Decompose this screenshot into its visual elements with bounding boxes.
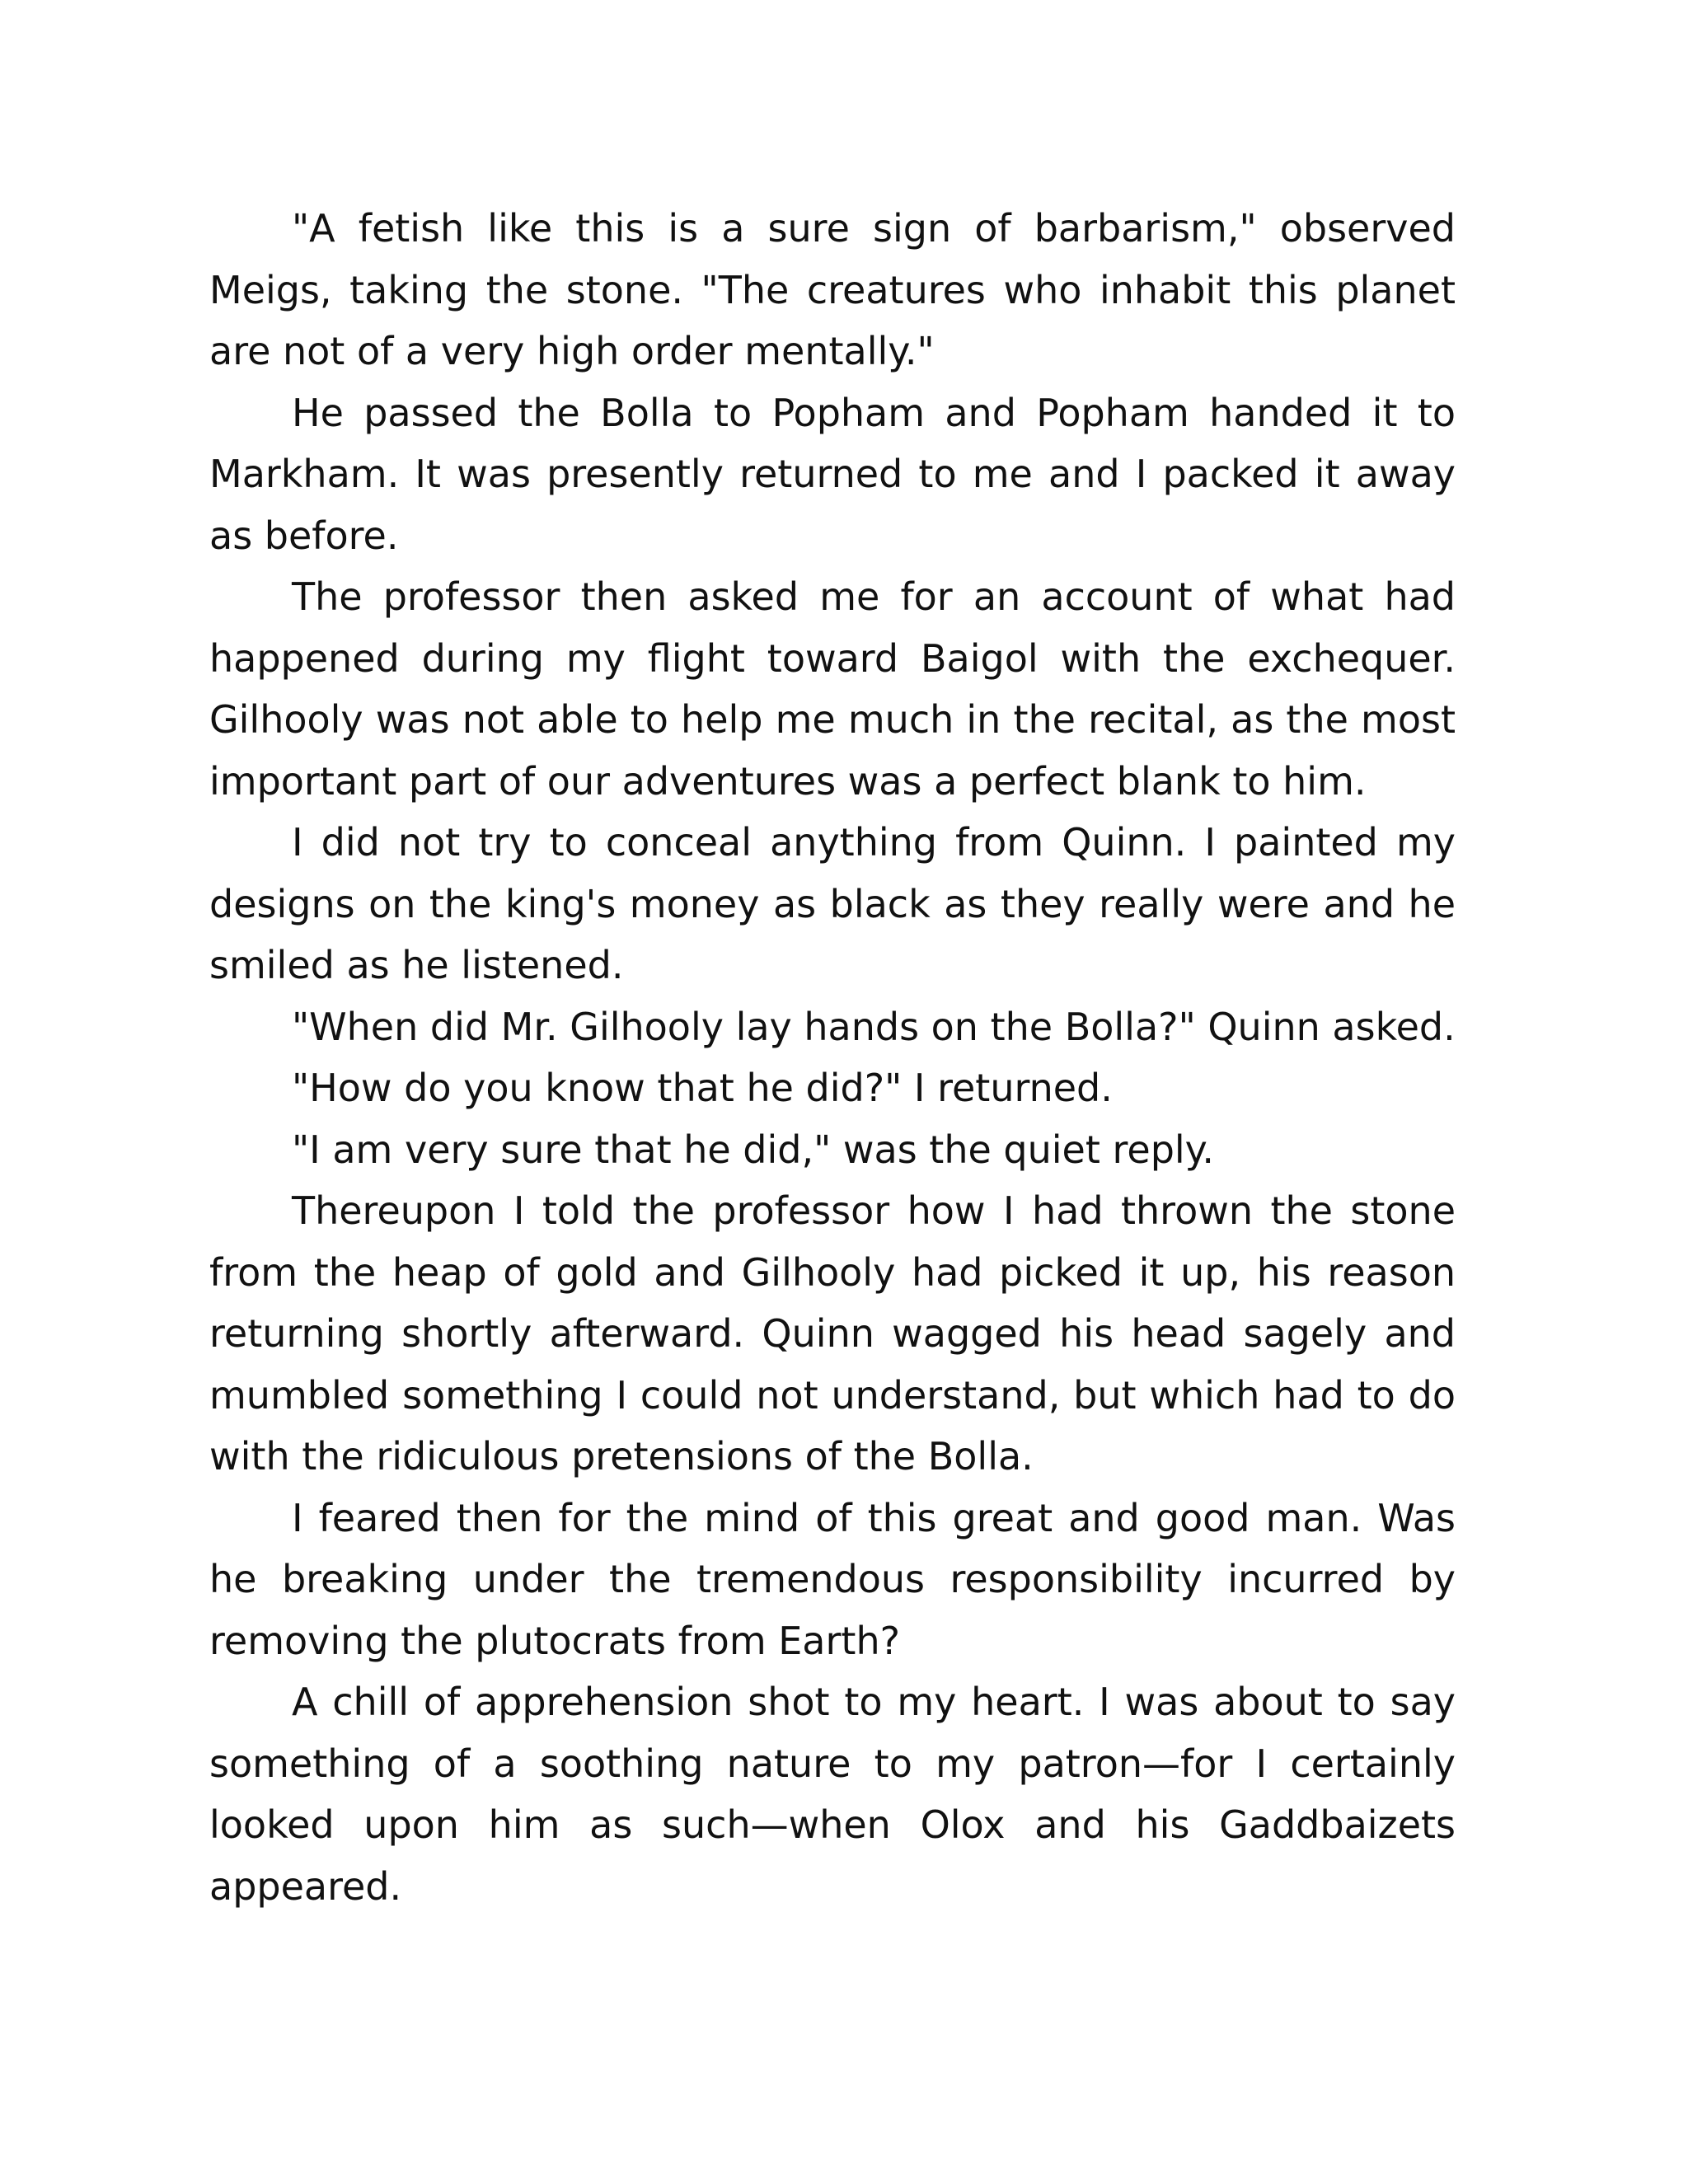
- paragraph: "A fetish like this is a sure sign of barbarism," observed Meigs, taking the stone. "The creatures who inhabit this planet are not of a very high order mentally.": [209, 206, 1456, 373]
- paragraph: The professor then asked me for an account of what had happened during my flight toward Baigol with the exchequer. Gilhooly was not able to help me much in the recital, as the most important part of our adventures was a perfect blank to him.: [209, 574, 1456, 804]
- paragraph: "I am very sure that he did," was the quiet reply.: [292, 1127, 1214, 1172]
- paragraph: Thereupon I told the professor how I had thrown the stone from the heap of gold and Gilhooly had picked it up, his reason returning shortly afterward. Quinn wagged his head sagely and mumbled something I could not understand, but which had to do with the ridiculous pretensions of the Bolla.: [209, 1188, 1456, 1479]
- paragraph: I feared then for the mind of this great and good man. Was he breaking under the tremendous responsibility incurred by removing the plutocrats from Earth?: [209, 1495, 1456, 1663]
- paragraph: "How do you know that he did?" I returned.: [292, 1066, 1113, 1110]
- page-body: [209, 198, 1456, 1917]
- paragraph: He passed the Bolla to Popham and Popham handed it to Markham. It was presently returned to me and I packed it away as before.: [209, 390, 1456, 558]
- paragraph: A chill of apprehension shot to my heart. I was about to say something of a soothing nature to my patron—for I certainly looked upon him as such—when Olox and his Gaddbaizets appeared.: [209, 1680, 1456, 1909]
- paragraph: I did not try to conceal anything from Quinn. I painted my designs on the king's money as black as they really were and he smiled as he listened.: [209, 820, 1456, 987]
- paragraph: "When did Mr. Gilhooly lay hands on the Bolla?" Quinn asked.: [292, 1004, 1456, 1049]
